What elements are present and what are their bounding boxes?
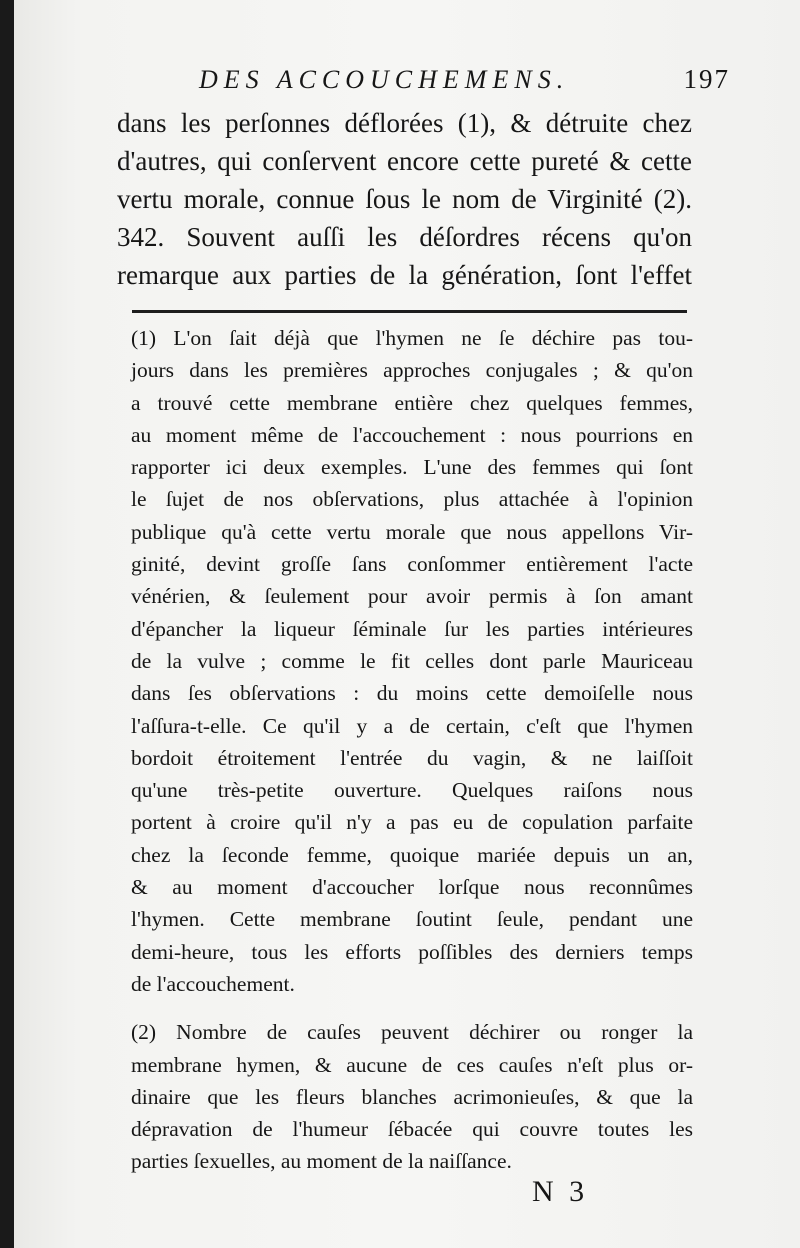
footnote-line: ginité, devint groſſe ſans conſommer entièrement l'acte (131, 552, 693, 577)
footnote-line: de la vulve ; comme le fit celles dont parle Mauriceau (131, 648, 693, 673)
footnote-1 (131, 322, 693, 1000)
footnote-line: rapporter ici deux exemples. L'une des femmes qui ſont (131, 455, 693, 480)
footnote-line: dans ſes obſervations : du moins cette demoiſelle nous (131, 681, 693, 706)
footnote-line: (1) L'on ſait déjà que l'hymen ne ſe déchire pas tou- (131, 326, 693, 350)
footnote-line: & au moment d'accoucher lorſque nous reconnûmes (131, 875, 693, 900)
footnote-line: demi-heure, tous les efforts poſſibles des derniers temps (131, 939, 693, 964)
footnote-line: l'hymen. Cette membrane ſoutint ſeule, pendant une (131, 907, 693, 932)
text-line: remarque aux parties de la génération, ſont l'effet (117, 260, 692, 290)
text-line: vertu morale, connue ſous le nom de Virginité (2). (117, 184, 692, 214)
footnote-line: (2) Nombre de cauſes peuvent déchirer ou ronger la (131, 1020, 693, 1045)
footnote-line: chez la ſeconde femme, quoique mariée depuis un an, (131, 842, 693, 867)
footnote-line: publique qu'à cette vertu morale que nous appellons Vir- (131, 519, 693, 544)
text-line: d'autres, qui conſervent encore cette pureté & cette (117, 146, 692, 176)
footnote-line: membrane hymen, & aucune de ces cauſes n'eſt plus or- (131, 1052, 693, 1077)
footnote-line: bordoit étroitement l'entrée du vagin, & ne laiſſoit (131, 745, 693, 770)
footnotes (131, 322, 693, 1178)
footnote-gap (131, 1000, 693, 1016)
text-line: dans les perſonnes déflorées (1), & détruite chez (117, 108, 692, 138)
footnote-line: parties ſexuelles, au moment de la naiſſance. (131, 1149, 512, 1174)
footnote-line: portent à croire qu'il n'y a pas eu de copulation parfaite (131, 810, 693, 835)
footnote-line: dépravation de l'humeur ſébacée qui couvre toutes les (131, 1117, 693, 1142)
running-title: DES ACCOUCHEMENS. (199, 65, 570, 94)
page-number: 197 (683, 64, 730, 94)
signature-mark: N 3 (532, 1175, 589, 1208)
footnote-line: jours dans les premières approches conjugales ; & qu'on (131, 358, 693, 383)
footnote-line: dinaire que les fleurs blanches acrimonieuſes, & que la (131, 1084, 693, 1109)
footnote-line: vénérien, & ſeulement pour avoir permis à ſon amant (131, 584, 693, 609)
footnote-line: l'aſſura-t-elle. Ce qu'il y a de certain, c'eſt que l'hymen (131, 713, 693, 738)
footnote-line: de l'accouchement. (131, 971, 295, 996)
page-header (199, 64, 730, 95)
footnote-line: qu'une très-petite ouverture. Quelques raiſons nous (131, 778, 693, 803)
footnote-line: le ſujet de nos obſervations, plus attachée à l'opinion (131, 487, 693, 512)
text-line: 342. Souvent auſſi les déſordres récens qu'on (117, 222, 692, 252)
footnote-line: d'épancher la liqueur ſéminale ſur les parties intérieures (131, 616, 693, 641)
book-page (14, 0, 800, 1248)
footnote-separator-rule (132, 310, 687, 313)
footnote-line: a trouvé cette membrane entière chez quelques femmes, (131, 390, 693, 415)
main-text (117, 104, 692, 294)
footnote-line: au moment même de l'accouchement : nous pourrions en (131, 422, 693, 447)
footnote-2 (131, 1016, 693, 1177)
